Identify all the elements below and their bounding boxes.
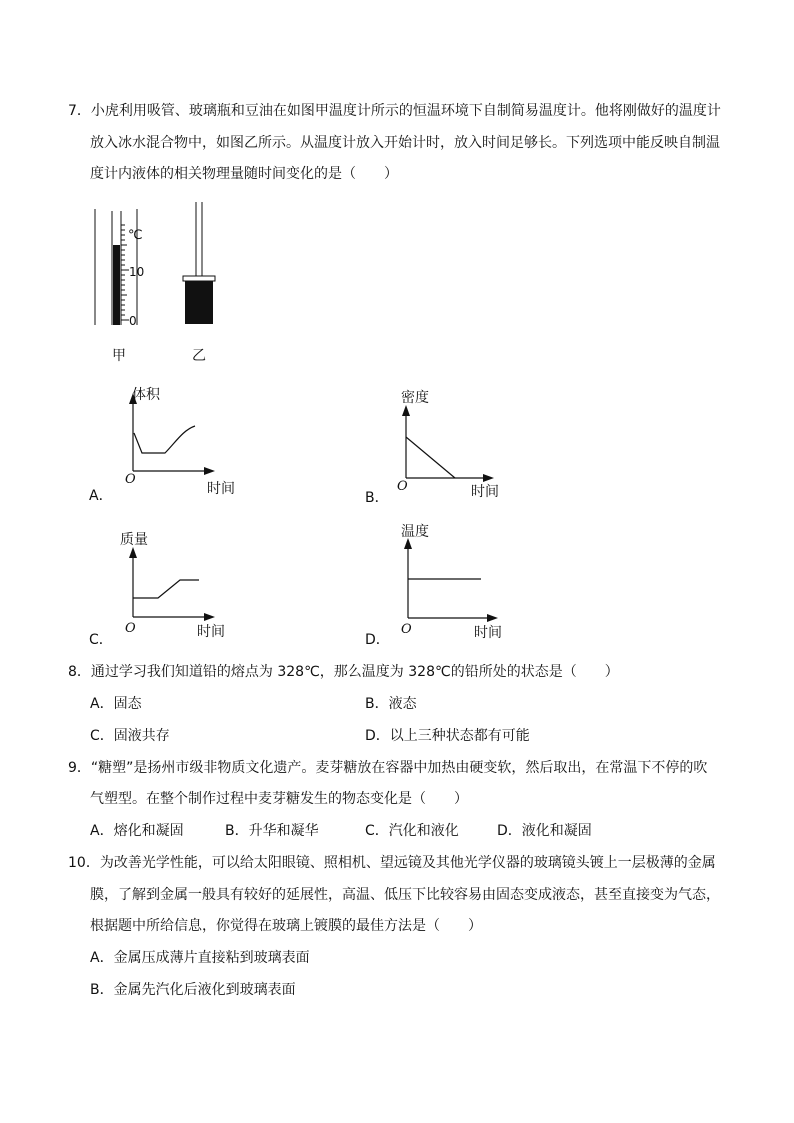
bottle-body: [185, 281, 213, 324]
q7-line-1: 7．小虎利用吸管、玻璃瓶和豆油在如图甲温度计所示的恒温环境下自制简易温度计。他将刚做好的温度计: [68, 103, 721, 119]
option-d-xlabel: 时间: [474, 625, 502, 641]
option-c-xlabel: 时间: [197, 624, 225, 640]
option-a-graph: [85, 383, 255, 503]
option-a-origin: O: [125, 472, 136, 487]
option-a-letter: A．: [89, 488, 113, 504]
q8-option-d: D．以上三种状态都有可能: [365, 728, 530, 744]
q7-line-3: 度计内液体的相关物理量随时间变化的是（ ）: [90, 166, 398, 182]
option-c-ylabel: 质量: [120, 532, 148, 548]
q10-option-a: A．金属压成薄片直接粘到玻璃表面: [90, 950, 310, 966]
q8-option-c: C．固液共存: [90, 728, 170, 744]
q7-line-2: 放入冰水混合物中，如图乙所示。从温度计放入开始计时，放入时间足够长。下列选项中能反映自制温: [90, 135, 720, 151]
q9-option-c: C．汽化和液化: [365, 823, 459, 839]
option-d-graph: [363, 520, 533, 647]
q10-option-b: B．金属先汽化后液化到玻璃表面: [90, 982, 296, 998]
option-b-curve: [406, 437, 455, 478]
option-c-graph: [85, 525, 255, 647]
q9-option-b: B．升华和凝华: [225, 823, 319, 839]
option-a-curve: [134, 426, 195, 453]
option-b-origin: O: [397, 479, 408, 494]
thermometer-tick-0: 0: [129, 314, 137, 328]
q10-line-1: 10．为改善光学性能，可以给太阳眼镜、照相机、望远镜及其他光学仪器的玻璃镜头镀上一层极薄的金属: [68, 855, 716, 871]
option-a-xlabel: 时间: [207, 481, 235, 497]
bottle-thermometer-figure: [180, 200, 220, 326]
thermometer-liquid: [113, 245, 120, 325]
figure-label-jia: 甲: [112, 348, 126, 364]
option-b-letter: B．: [365, 490, 389, 506]
q9-option-a: A．熔化和凝固: [90, 823, 184, 839]
q9-line-1: 9．“糖塑”是扬州市级非物质文化遗产。麦芽糖放在容器中加热由硬变软，然后取出，在常温下不停的吹: [68, 760, 708, 776]
option-d-ylabel: 温度: [401, 524, 429, 540]
thermometer-unit: ℃: [128, 228, 143, 243]
q9-option-d: D．液化和凝固: [497, 823, 592, 839]
option-c-letter: C．: [89, 632, 113, 648]
thermometer-figure: [88, 205, 158, 328]
option-a-ylabel: 体积: [132, 387, 160, 403]
option-c-origin: O: [125, 621, 136, 636]
thermometer-tick-10: 10: [129, 265, 145, 279]
option-b-ylabel: 密度: [401, 390, 429, 406]
q10-line-3: 根据题中所给信息，你觉得在玻璃上镀膜的最佳方法是（ ）: [90, 918, 482, 934]
q9-line-2: 气塑型。在整个制作过程中麦芽糖发生的物态变化是（ ）: [90, 791, 468, 807]
option-b-graph: [363, 383, 533, 506]
figure-label-yi: 乙: [192, 348, 206, 364]
q8-option-b: B．液态: [365, 696, 417, 712]
q10-line-2: 膜，了解到金属一般具有较好的延展性，高温、低压下比较容易由固态变成液态，甚至直接变为气态，: [90, 887, 720, 903]
option-c-curve: [133, 580, 199, 598]
option-d-origin: O: [401, 622, 412, 637]
q8-option-a: A．固态: [90, 696, 142, 712]
option-d-letter: D．: [365, 632, 390, 648]
q8-stem: 8．通过学习我们知道铅的熔点为 328℃，那么温度为 328℃的铅所处的状态是（ ）: [68, 664, 619, 680]
option-b-xlabel: 时间: [471, 484, 499, 500]
